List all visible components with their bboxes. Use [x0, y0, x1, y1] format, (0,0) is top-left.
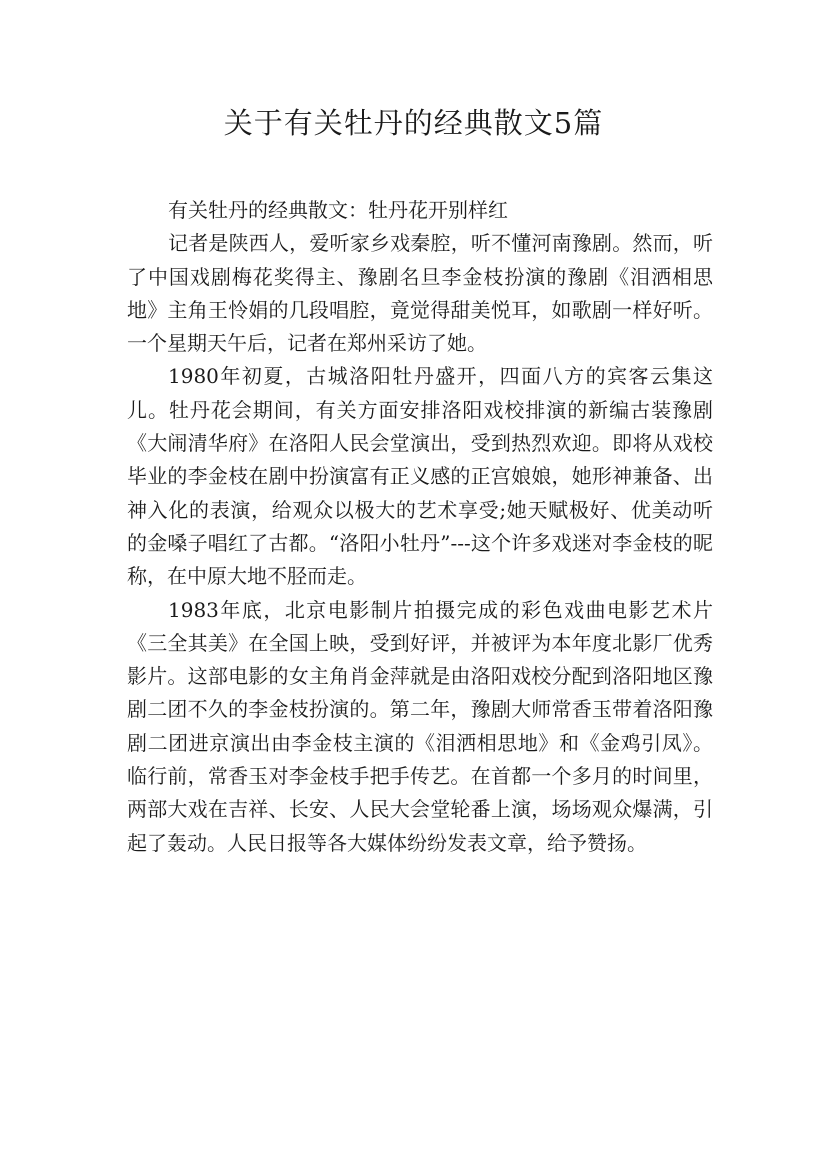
section-heading: 有关牡丹的经典散文：牡丹花开别样红 — [168, 198, 508, 222]
document-body — [127, 194, 713, 860]
document-title: 关于有关牡丹的经典散文5篇 — [223, 106, 604, 140]
paragraph: 记者是陕西人，爱听家乡戏秦腔，听不懂河南豫剧。然而，听了中国戏剧梅花奖得主、豫剧名旦李金枝扮演的豫剧《泪洒相思地》主角王怜娟的几段唱腔，竟觉得甜美悦耳，如歌剧一样好听。一个星期天午后，记者在郑州采访了她。 — [127, 231, 713, 356]
paragraph: 1983年底，北京电影制片拍摄完成的彩色戏曲电影艺术片《三全其美》在全国上映，受到好评，并被评为本年度北影厂优秀影片。这部电影的女主角肖金萍就是由洛阳戏校分配到洛阳地区豫剧二团不久的李金枝扮演的。第二年，豫剧大师常香玉带着洛阳豫剧二团进京演出由李金枝主演的《泪洒相思地》和《金鸡引凤》。临行前，常香玉对李金枝手把手传艺。在首都一个多月的时间里，两部大戏在吉祥、长安、人民大会堂轮番上演，场场观众爆满，引起了轰动。人民日报等各大媒体纷纷发表文章，给予赞扬。 — [127, 597, 713, 855]
paragraph: 1980年初夏，古城洛阳牡丹盛开，四面八方的宾客云集这儿。牡丹花会期间，有关方面安排洛阳戏校排演的新编古装豫剧《大闹清华府》在洛阳人民会堂演出，受到热烈欢迎。即将从戏校毕业的李金枝在剧中扮演富有正义感的正宫娘娘，她形神兼备、出神入化的表演，给观众以极大的艺术享受;她天赋极好、优美动听的金嗓子唱红了古都。“洛阳小牡丹”---这个许多戏迷对李金枝的昵称，在中原大地不胫而走。 — [127, 364, 713, 589]
